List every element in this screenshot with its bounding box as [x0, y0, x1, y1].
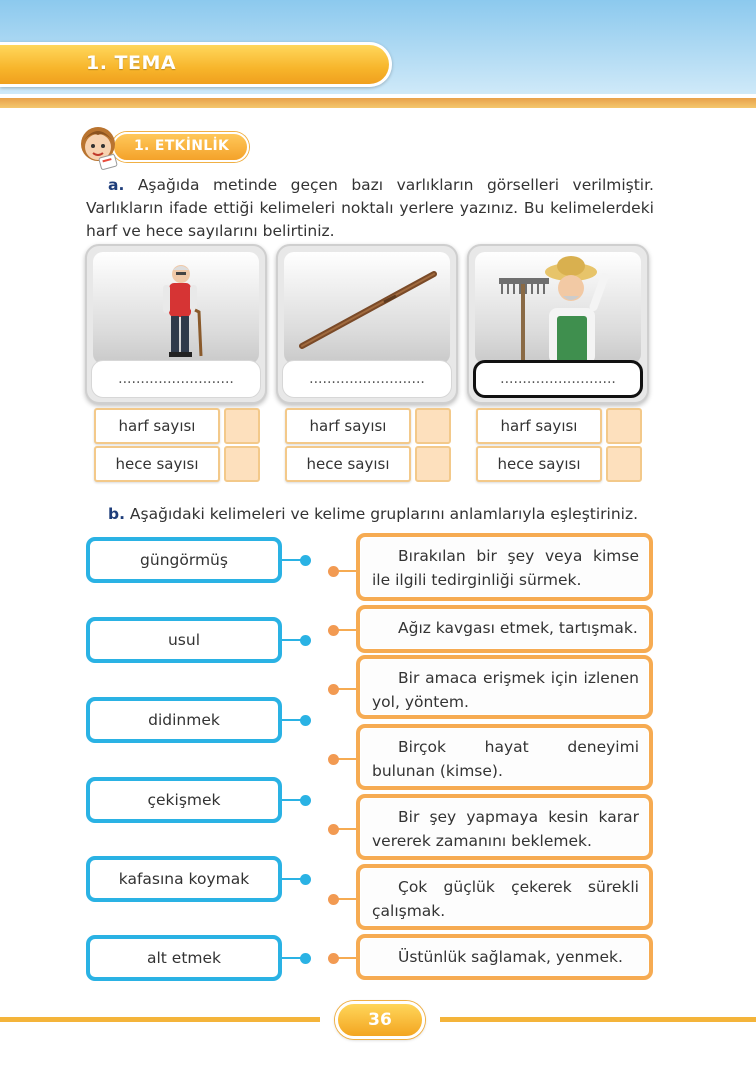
definition-box-2: Ağız kavgası etmek, tartışmak. [356, 605, 653, 653]
activity-title: 1. ETKİNLİK [134, 138, 230, 154]
word-match-dot-3[interactable] [300, 715, 311, 726]
definition-match-dot-7[interactable] [328, 953, 339, 964]
syllable-count-input[interactable] [224, 446, 260, 482]
syllable-count-input[interactable] [606, 446, 642, 482]
theme-banner [0, 42, 392, 87]
definition-match-dot-1[interactable] [328, 566, 339, 577]
connector-line [337, 898, 357, 900]
connector-line [337, 629, 357, 631]
letter-count-label: harf sayısı [476, 408, 602, 444]
definition-box-6: Çok güçlük çekerek sürekli çalışmak. [356, 864, 653, 930]
part-a-instruction: a. Aşağıda metinde geçen bazı varlıkların görselleri verilmiştir. Varlıkların ifade ettiği kelimeleri noktalı yerlere yazınız. Bu kelimelerdeki harf ve hece sayılarını belirtiniz. [86, 176, 654, 240]
word-match-dot-6[interactable] [300, 953, 311, 964]
mascot-icon [70, 118, 126, 174]
word-box-4: çekişmek [86, 777, 282, 823]
letter-count-input[interactable] [415, 408, 451, 444]
word-box-6: alt etmek [86, 935, 282, 981]
definition-match-dot-6[interactable] [328, 894, 339, 905]
connector-line [337, 570, 357, 572]
word-match-dot-1[interactable] [300, 555, 311, 566]
syllable-count-label: hece sayısı [476, 446, 602, 482]
footer-rule-right [440, 1017, 756, 1022]
farmer-image [475, 252, 641, 364]
definition-box-3: Bir amaca erişmek için izlenen yol, yöntem. [356, 655, 653, 719]
syllable-count-input[interactable] [415, 446, 451, 482]
answer-field-3[interactable]: .......................... [473, 360, 643, 398]
word-box-1: güngörmüş [86, 537, 282, 583]
answer-field-1[interactable]: .......................... [91, 360, 261, 398]
syllable-count-label: hece sayısı [285, 446, 411, 482]
letter-count-input[interactable] [606, 408, 642, 444]
answer-field-2[interactable]: .......................... [282, 360, 452, 398]
connector-line [337, 828, 357, 830]
letter-count-input[interactable] [224, 408, 260, 444]
page-number: 36 [335, 1001, 425, 1039]
definition-box-7: Üstünlük sağlamak, yenmek. [356, 934, 653, 980]
picture-card-3 [467, 244, 649, 404]
definition-box-4: Birçok hayat deneyimi bulunan (kimse). [356, 724, 653, 790]
word-match-dot-5[interactable] [300, 874, 311, 885]
picture-card-2 [276, 244, 458, 404]
definition-box-5: Bir şey yapmaya kesin karar vererek zamanını beklemek. [356, 794, 653, 860]
syllable-count-label: hece sayısı [94, 446, 220, 482]
connector-line [337, 957, 357, 959]
word-match-dot-2[interactable] [300, 635, 311, 646]
letter-count-label: harf sayısı [285, 408, 411, 444]
word-box-2: usul [86, 617, 282, 663]
definition-match-dot-2[interactable] [328, 625, 339, 636]
part-b-instruction: b. Aşağıdaki kelimeleri ve kelime gruplarını anlamlarıyla eşleştiriniz. [108, 505, 639, 523]
word-match-dot-4[interactable] [300, 795, 311, 806]
picture-card-1 [85, 244, 267, 404]
letter-count-label: harf sayısı [94, 408, 220, 444]
definition-box-1: Bırakılan bir şey veya kimse ile ilgili tedirginliği sürmek. [356, 533, 653, 601]
old-man-image [93, 252, 259, 364]
definition-match-dot-4[interactable] [328, 754, 339, 765]
footer-rule-left [0, 1017, 320, 1022]
connector-line [337, 688, 357, 690]
theme-title: 1. TEMA [86, 52, 177, 74]
connector-line [337, 758, 357, 760]
definition-match-dot-3[interactable] [328, 684, 339, 695]
definition-match-dot-5[interactable] [328, 824, 339, 835]
word-box-3: didinmek [86, 697, 282, 743]
word-box-5: kafasına koymak [86, 856, 282, 902]
stick-image [284, 252, 450, 364]
